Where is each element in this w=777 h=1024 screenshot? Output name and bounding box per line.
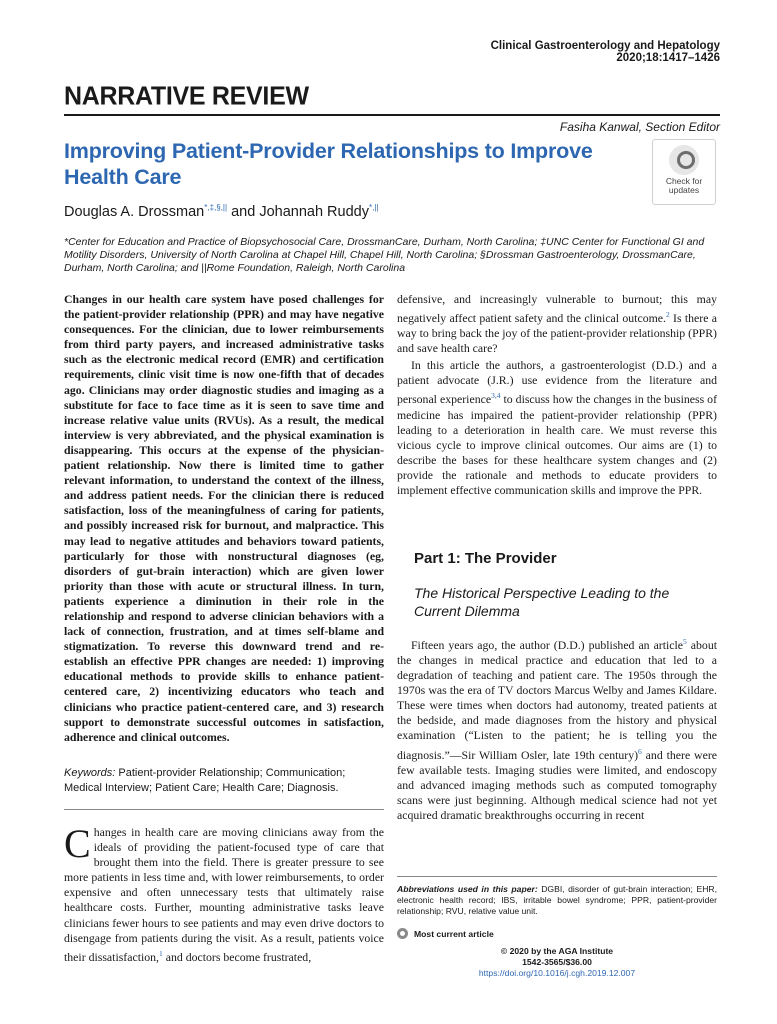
paragraph [397, 358, 717, 498]
article-title: Improving Patient-Provider Relationships to Improve Health Care [64, 139, 593, 189]
subsection-heading: The Historical Perspective Leading to the Current Dilemma [414, 585, 670, 619]
keywords-rule [64, 809, 384, 810]
doi-link[interactable]: https://doi.org/10.1016/j.cgh.2019.12.007 [478, 968, 636, 978]
reference-link[interactable]: 3,4 [491, 391, 501, 401]
section-label: NARRATIVE REVIEW [64, 81, 309, 111]
badge-line-1: Check for [665, 176, 703, 186]
header-rule [64, 114, 720, 116]
paragraph-text: defensive, and increasingly vulnerable to burnout; this may negatively affect patient safety and the clinical outcome. [397, 292, 717, 326]
section-editor: Fasiha Kanwal, Section Editor [559, 120, 720, 134]
check-for-updates-badge[interactable] [652, 139, 716, 205]
keywords [64, 766, 384, 795]
current-article-icon [397, 928, 408, 939]
intro-text: hanges in health care are moving clinicians away from the ideals of providing the patient-focused type of care that brought them into the field. There is greater pressure to see more patients in less time and, with lower reimbursements, to order expensive and often unnecessary tests that ultimately raise healthcare costs. Further, mounting administrative tasks leave clinicians fewer hours to see patients and may even drive doctors to disengage from patients during the visit. As a result, patients voice their dissatisfaction, [64, 825, 384, 964]
crossmark-icon [669, 145, 699, 175]
abstract: Changes in our health care system have posed challenges for the patient-provider relationship (PPR) and may have negative consequences. For the clinician, due to lower reimbursements from third party payers, and increased administrative tasks such as the electronic medical record (EMR) and certification requirements, clinic visit time is now one-fifth that of decades ago. Clinicians may order diagnostic studies and imaging as a substitute for face to face time as it is seen to save time and increase relative value units (RVUs). As a result, the medical interview is very abbreviated, and the physical examination is disappearing. This occurs at the expense of the physician-patient relationship. Now there is limited time to gather relevant information, to understand the context of the illness, and address patient needs. For the clinician there is reduced satisfaction, loss of the meaningfulness of caring for patients, and possibly increased risk for burnout, and malpractice. This may lead to negative attitudes and behaviors toward patients, particularly for those with nonstructural diagnoses (eg, disorders of gut-brain interaction) which are given lower priority than those with acute or structural illness. In turn, patients experience a diminution in their role in the relationship and respond to adverse clinician behaviors with a lack of connection, frustration, and at times self-blame and stigmatization. To reverse this downward trend and re-establish an effective PPR changes are needed: 1) improving educational methods to provide skills to enhance patient-centered care, 2) incentivizing educators who teach and clinicians who practice patient-centered care, and 3) research support to demonstrate successful outcomes in satisfaction, adherence and clinical outcomes. [64, 292, 384, 744]
paragraph [397, 292, 717, 356]
paragraph-text: about the changes in medical practice and education that led to a degradation of teaching and patient care. The 1950s through the 1970s was the era of TV doctors Marcus Welby and James Kildare. These were times when doctors had autonomy, treated patients at the bedside, and made diagnoses from the history and physical examination (“Listen to the patient; he is telling you the diagnosis.”—Sir William Osler, late 19th century) [397, 637, 717, 762]
paragraph-text: Is there a way to bring back the joy of the patient-provider relationship (PPR) and save health care? [397, 311, 717, 356]
copyright-block [397, 946, 717, 979]
journal-citation: Clinical Gastroenterology and Hepatology 2020;18:1417–1426 [490, 40, 720, 64]
paragraph-text: to discuss how the changes in the business of medicine has impaired the patient-provider relationship (PPR) leading to a deterioration in health care. We must reverse this vicious cycle to improve clinical outcomes. Our aims are (1) to describe the bases for these healthcare system changes and (2) provide the rationale and methods to educate providers to implement effective communication skills and improve the PPR. [397, 392, 718, 497]
author-affiliation-marks[interactable]: *,‡,§,|| [204, 203, 228, 212]
author-list [64, 203, 378, 220]
reference-link[interactable]: 2 [665, 310, 670, 320]
right-column-top [397, 292, 717, 498]
badge-line-2: updates [668, 185, 700, 195]
author-join: and [227, 203, 260, 220]
author-affiliation-marks[interactable]: *,|| [368, 203, 379, 212]
author-name[interactable]: Johannah Ruddy [259, 203, 369, 220]
paragraph-text: In this article the authors, a gastroenterologist (D.D.) and a patient advocate (J.R.) use evidence from the literature and personal experience [397, 358, 717, 407]
paragraph-text: Fifteen years ago, the author (D.D.) published an article [411, 637, 684, 652]
reference-link[interactable]: 5 [683, 637, 687, 646]
abbreviations-text: DGBI, disorder of gut-brain interaction; EHR, electronic health record; IBS, irritable bowel syndrome; PPR, patient-provider relationship; RVU, relative value unit. [397, 884, 717, 916]
abbreviations-footnote [397, 884, 717, 917]
issn-line: 1542-3565/$36.00 [522, 957, 592, 967]
part-heading: Part 1: The Provider [414, 550, 557, 567]
reference-link[interactable]: 1 [159, 948, 163, 958]
reference-link[interactable]: 6 [638, 746, 642, 756]
paragraph-text: and there were few available tests. Imaging studies were limited, and endoscopy and advanced imaging methods such as computed tomography scans were just beginning. Although medical science had not yet acquired dramatic breakthroughs occurring in recent [397, 747, 717, 822]
footnote-rule [397, 876, 717, 877]
paragraph [397, 634, 717, 823]
keywords-text: Patient-provider Relationship; Communication; Medical Interview; Patient Care; Health Care; Diagnosis. [64, 767, 346, 794]
intro-paragraph [64, 821, 384, 965]
author-name[interactable]: Douglas A. Drossman [64, 203, 205, 220]
current-article-indicator [397, 928, 494, 939]
copyright-line: © 2020 by the AGA Institute [500, 946, 614, 956]
abbreviations-label: Abbreviations used in this paper: [397, 884, 538, 894]
keywords-label: Keywords: [64, 767, 116, 779]
intro-tail: and doctors become frustrated, [162, 949, 312, 964]
current-article-label: Most current article [414, 928, 494, 939]
drop-cap: C [64, 821, 91, 866]
affiliations: *Center for Education and Practice of Biopsychosocial Care, DrossmanCare, Durham, North Carolina; ‡UNC Center for Functional GI and Motility Disorders, University of North Carolina at Chapel Hill, Chapel Hill, North Carolina; §Drossman Gastroenterology, DrossmanCare, Durham, North Carolina; and ||Rome Foundation, Raleigh, North Carolina [64, 236, 705, 274]
